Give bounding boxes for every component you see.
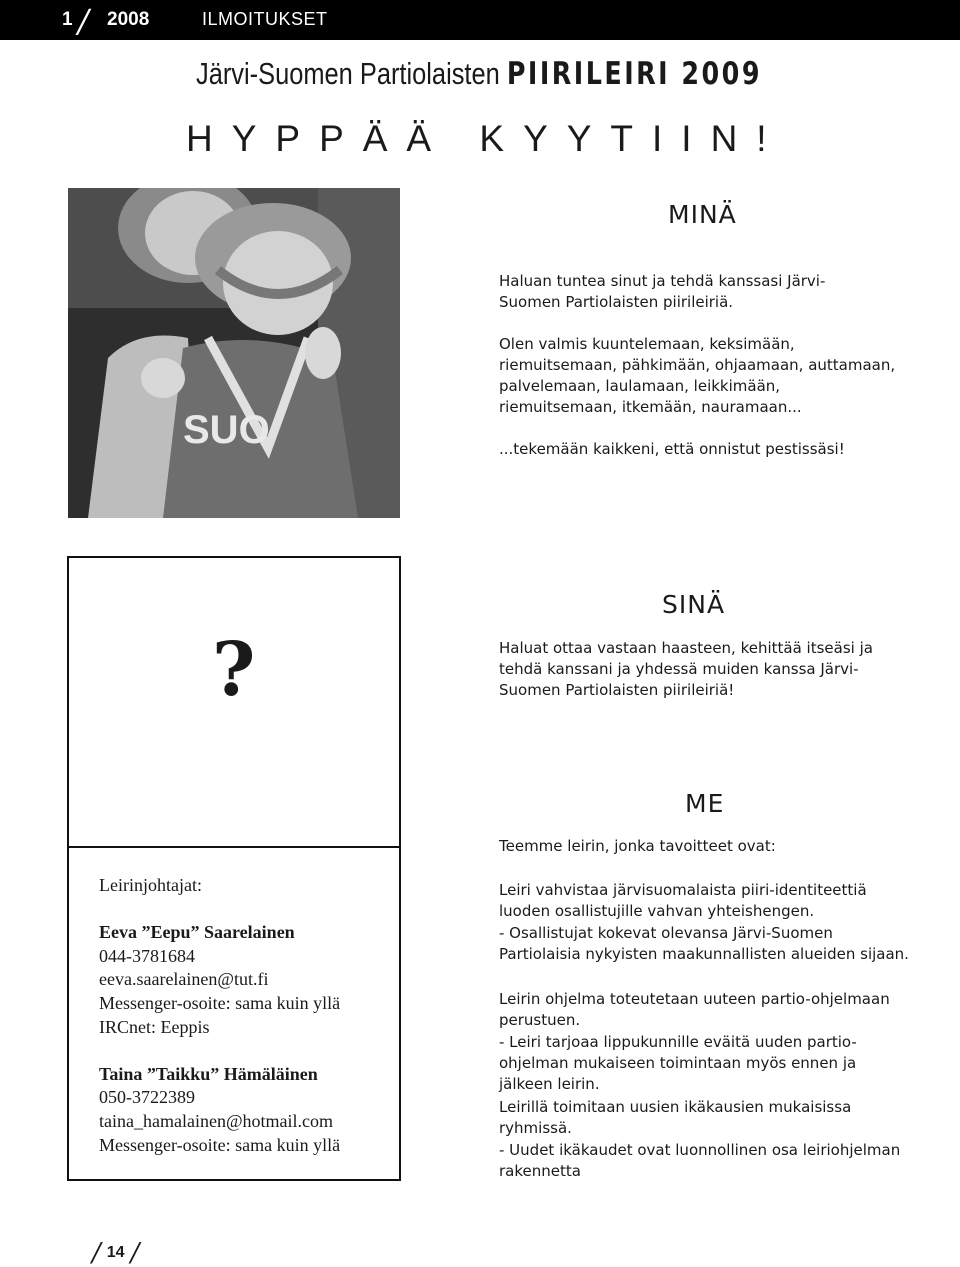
- leader-1-email: eeva.saarelainen@tut.fi: [99, 969, 269, 990]
- question-mark: ?: [212, 627, 256, 713]
- title-bold: PIIRILEIRI 2009: [506, 56, 762, 92]
- goal-2-text: Leirin ohjelma toteutetaan uuteen partio-ohjelmaan perustuen.: [499, 990, 890, 1029]
- leader-2-messenger: Messenger-osoite: sama kuin yllä: [99, 1134, 341, 1155]
- leader-2-phone: 050-3722389: [99, 1087, 195, 1108]
- goal-2-detail: - Leiri tarjoaa lippukunnille eväitä uuden partio-ohjelman mukaiseen toimintaan myös ennen ja jälkeen leirin.: [499, 1033, 857, 1093]
- goal-3-text: Leirillä toimitaan uusien ikäkausien mukaisissa ryhmissä.: [499, 1098, 852, 1137]
- title-normal: Järvi-Suomen Partiolaisten: [196, 56, 507, 91]
- issue-number: 1: [62, 9, 73, 30]
- leader-2-email: taina_hamalainen@hotmail.com: [99, 1110, 333, 1131]
- sina-heading: SINÄ: [662, 590, 726, 619]
- footer-slash-left: /: [92, 1238, 101, 1267]
- section-title: ILMOITUKSET: [202, 9, 328, 29]
- leaders-title: Leirinjohtajat:: [99, 875, 202, 895]
- leader-2-name: Taina ”Taikku” Hämäläinen: [99, 1063, 318, 1084]
- sina-paragraph: Haluat ottaa vastaan haasteen, kehittää itseäsi ja tehdä kanssani ja yhdessä muiden kanssa Järvi-Suomen Partiolaisten piirileiriä!: [499, 639, 873, 699]
- page-title: [196, 56, 762, 92]
- me-heading: ME: [685, 789, 725, 818]
- mina-paragraph-3: ...tekemään kaikkeni, että onnistut pestissäsi!: [499, 440, 845, 458]
- leaders-info: [99, 874, 340, 1157]
- mina-paragraph-1: Haluan tuntea sinut ja tehdä kanssasi Järvi-Suomen Partiolaisten piirileiriä.: [499, 272, 826, 311]
- goal-1-text: Leiri vahvistaa järvisuomalaista piiri-identiteettiä luoden osallistujille vahvan yhteishengen.: [499, 881, 867, 920]
- me-intro: Teemme leirin, jonka tavoitteet ovat:: [499, 837, 776, 855]
- shirt-print: SUO: [183, 408, 270, 452]
- leader-1-phone: 044-3781684: [99, 945, 195, 966]
- goal-1-detail: - Osallistujat kokevat olevansa Järvi-Suomen Partiolaisia nykyisten maakunnallisten alueiden sijaan.: [499, 924, 909, 963]
- mina-heading: MINÄ: [668, 200, 737, 229]
- goal-3-detail: - Uudet ikäkaudet ovat luonnollinen osa leiriohjelman rakennetta: [499, 1141, 901, 1180]
- mina-paragraph-2: Olen valmis kuuntelemaan, keksimään, riemuitsemaan, pähkimään, ohjaamaan, auttamaan, palvelemaan, laulamaan, leikkimään, riemuitsemaan, itkemään, nauramaan...: [499, 335, 896, 416]
- page-number: 14: [106, 1244, 125, 1261]
- leader-1-messenger: Messenger-osoite: sama kuin yllä: [99, 992, 341, 1013]
- page-number-footer: [92, 1238, 139, 1267]
- footer-slash-right: /: [130, 1238, 140, 1267]
- issue-slash: /: [78, 2, 89, 40]
- page-subtitle: HYPPÄÄ KYYTIIN!: [186, 118, 786, 159]
- issue-year: 2008: [107, 9, 150, 30]
- leader-1-name: Eeva ”Eepu” Saarelainen: [99, 922, 295, 943]
- leader-1-irc: IRCnet: Eeppis: [99, 1016, 210, 1037]
- header-bar: [0, 0, 960, 40]
- scouts-photo: [68, 188, 400, 518]
